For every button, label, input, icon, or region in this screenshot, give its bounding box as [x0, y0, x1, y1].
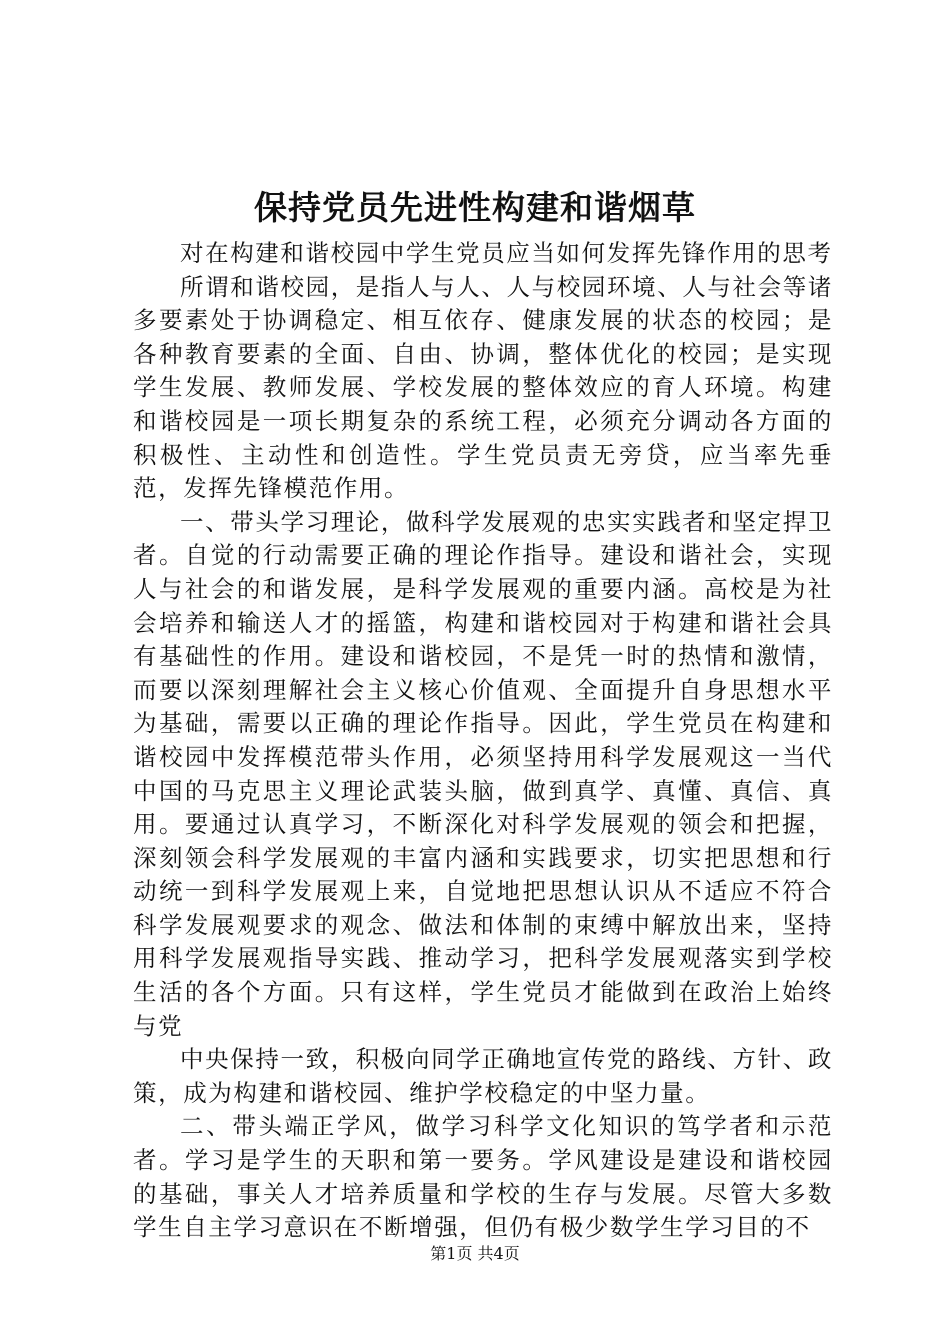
- document-body: [133, 237, 833, 1245]
- page-footer: 第1页 共4页: [430, 1244, 520, 1263]
- paragraph-definition: 所谓和谐校园，是指人与人、人与校园环境、人与社会等诸多要素处于协调稳定、相互依存、健康发展的状态的校园；是各种教育要素的全面、自由、协调，整体优化的校园；是实现学生发展、教师发展、学校发展的整体效应的育人环境。构建和谐校园是一项长期复杂的系统工程，必须充分调动各方面的积极性、主动性和创造性。学生党员责无旁贷，应当率先垂范，发挥先锋模范作用。: [133, 272, 833, 503]
- document-title: 保持党员先进性构建和谐烟草: [254, 188, 696, 227]
- paragraph-section-one: 一、带头学习理论，做科学发展观的忠实实践者和坚定捍卫者。自觉的行动需要正确的理论作指导。建设和谐社会，实现人与社会的和谐发展，是科学发展观的重要内涵。高校是为社会培养和输送人才的摇篮，构建和谐校园对于构建和谐社会具有基础性的作用。建设和谐校园，不是凭一时的热情和激情，而要以深刻理解社会主义核心价值观、全面提升自身思想水平为基础，需要以正确的理论作指导。因此，学生党员在构建和谐校园中发挥模范带头作用，必须坚持用科学发展观这一当代中国的马克思主义理论武装头脑，做到真学、真懂、真信、真用。要通过认真学习，不断深化对科学发展观的领会和把握，深刻领会科学发展观的丰富内涵和实践要求，切实把思想和行动统一到科学发展观上来，自觉地把思想认识从不适应不符合科学发展观要求的观念、做法和体制的束缚中解放出来，坚持用科学发展观指导实践、推动学习，把科学发展观落实到学校生活的各个方面。只有这样，学生党员才能做到在政治上始终与党: [133, 507, 833, 1040]
- paragraph-section-two: 二、带头端正学风，做学习科学文化知识的笃学者和示范者。学习是学生的天职和第一要务。学风建设是建设和谐校园的基础，事关人才培养质量和学校的生存与发展。尽管大多数学生自主学习意识在不断增强，但仍有极少数学生学习目的不: [133, 1112, 833, 1242]
- paragraph-section-one-continued: 中央保持一致，积极向同学正确地宣传党的路线、方针、政策，成为构建和谐校园、维护学校稳定的中坚力量。: [133, 1045, 833, 1107]
- paragraph-subtitle: 对在构建和谐校园中学生党员应当如何发挥先锋作用的思考: [180, 239, 833, 267]
